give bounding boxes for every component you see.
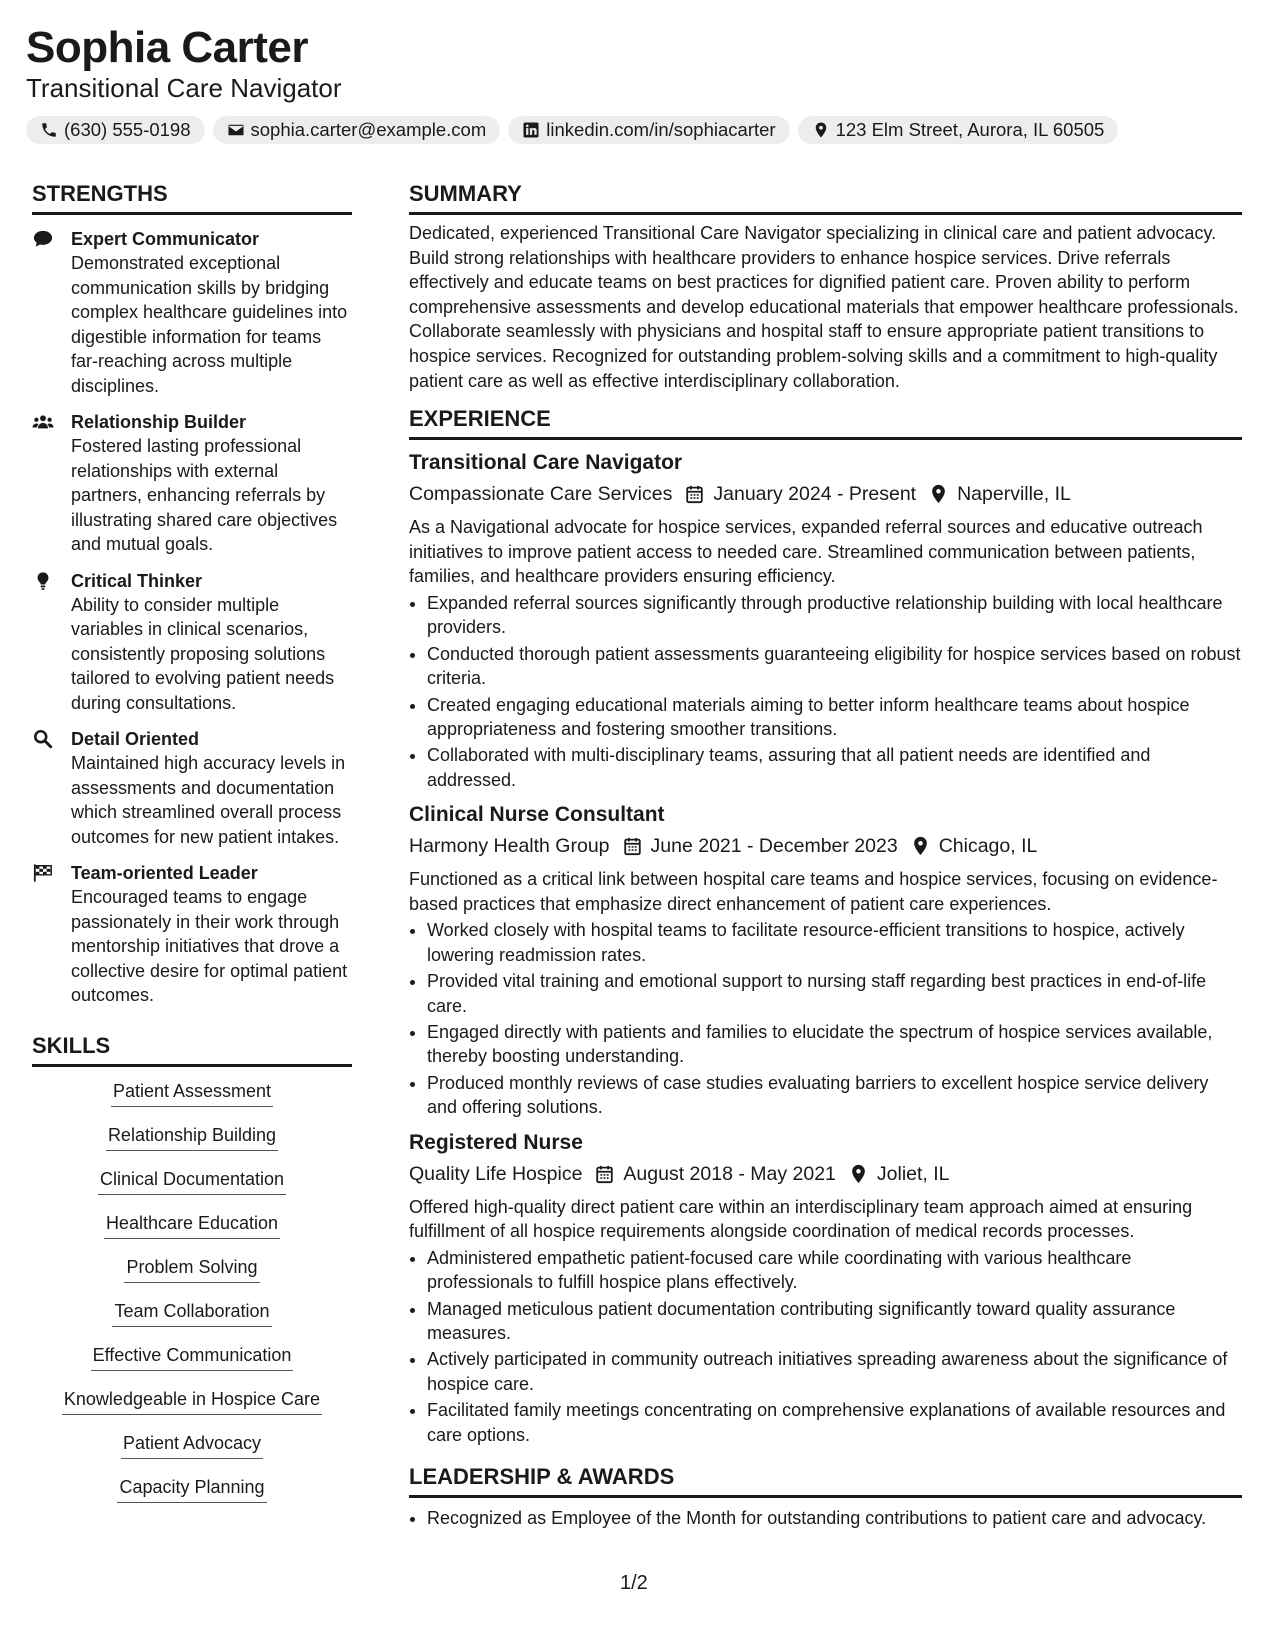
skill-tag: Clinical Documentation bbox=[98, 1167, 286, 1195]
strength-item bbox=[32, 727, 352, 849]
strength-name: Relationship Builder bbox=[71, 412, 247, 432]
strength-desc: Demonstrated exceptional communication skills by bridging complex healthcare guidelines into digestible information for teams far-reaching across multiple disciplines. bbox=[71, 253, 348, 396]
contact-linkedin[interactable] bbox=[508, 116, 789, 144]
job-company: Quality Life Hospice bbox=[409, 1162, 583, 1185]
job-bullet: • Produced monthly reviews of case studies evaluating barriers to excellent hospice service delivery and offering solutions. bbox=[427, 1071, 1242, 1120]
job-dates: August 2018 - May 2021 bbox=[623, 1162, 836, 1185]
linkedin-icon bbox=[522, 121, 540, 139]
lightbulb-icon bbox=[32, 571, 54, 591]
skill-tag: Problem Solving bbox=[124, 1255, 259, 1283]
job-bullet: • Facilitated family meetings concentrating on comprehensive explanations of available resources and care options. bbox=[427, 1398, 1242, 1447]
job-bullet: • Managed meticulous patient documentation contributing significantly toward quality assurance measures. bbox=[427, 1297, 1242, 1346]
job-bullets bbox=[409, 1246, 1242, 1447]
job-entry bbox=[409, 1128, 1242, 1447]
map-pin-icon bbox=[911, 836, 930, 856]
job-location: Joliet, IL bbox=[876, 1162, 950, 1185]
calendar-icon bbox=[623, 836, 642, 856]
skills-list bbox=[32, 1079, 352, 1519]
left-column bbox=[32, 180, 352, 1519]
skills-section bbox=[32, 1032, 352, 1519]
awards-bullets bbox=[409, 1506, 1242, 1530]
award-bullet: • Recognized as Employee of the Month for outstanding contributions to patient care and advocacy. bbox=[427, 1506, 1242, 1530]
job-bullet: • Actively participated in community outreach initiatives spreading awareness about the significance of hospice care. bbox=[427, 1347, 1242, 1396]
job-bullet: • Provided vital training and emotional support to nursing staff regarding best practices in end-of-life care. bbox=[427, 969, 1242, 1018]
skill-tag: Capacity Planning bbox=[117, 1475, 266, 1503]
skill-tag: Team Collaboration bbox=[112, 1299, 271, 1327]
job-bullets bbox=[409, 918, 1242, 1119]
strength-desc: Encouraged teams to engage passionately in their work through mentorship initiatives that drove a collective desire for optimal patient outcomes. bbox=[71, 887, 348, 1005]
job-bullet: • Created engaging educational materials aiming to better inform healthcare teams about hospice appropriateness and fostering smoother transitions. bbox=[427, 693, 1242, 742]
strength-item bbox=[32, 861, 352, 1008]
summary-section bbox=[409, 180, 1242, 393]
job-bullet: • Engaged directly with patients and families to elucidate the spectrum of hospice services available, thereby boosting understanding. bbox=[427, 1020, 1242, 1069]
job-bullets bbox=[409, 591, 1242, 792]
strength-item bbox=[32, 569, 352, 716]
map-pin-icon bbox=[812, 121, 830, 139]
job-meta bbox=[409, 1159, 1242, 1189]
skill-tag: Patient Assessment bbox=[111, 1079, 273, 1107]
page-number: 1/2 bbox=[620, 1572, 648, 1594]
contact-address[interactable] bbox=[798, 116, 1119, 144]
job-description: Offered high-quality direct patient care within an interdisciplinary team approach aimed at ensuring fulfillment of all hospice requirements alongside coordination of medical records processes. bbox=[409, 1196, 1193, 1242]
job-company: Harmony Health Group bbox=[409, 835, 610, 858]
job-title: Clinical Nurse Consultant bbox=[409, 803, 665, 827]
skill-tag: Effective Communication bbox=[91, 1343, 294, 1371]
strength-item bbox=[32, 410, 352, 557]
strength-desc: Ability to consider multiple variables in clinical scenarios, consistently proposing solutions tailored to evolving patient needs during consultations. bbox=[71, 594, 335, 713]
map-pin-icon bbox=[929, 484, 948, 504]
strengths-heading: STRENGTHS bbox=[32, 180, 352, 215]
job-description: Functioned as a critical link between hospital care teams and hospice services, focusing on evidence-based practices that emphasize direct enhancement of patient care experiences. bbox=[409, 869, 1218, 914]
speech-bubble-icon bbox=[32, 229, 54, 249]
candidate-title: Transitional Care Navigator bbox=[26, 73, 342, 103]
strength-desc: Fostered lasting professional relationships with external partners, enhancing referrals by illustrating shared care objectives and mutual goals. bbox=[71, 436, 338, 554]
job-title: Registered Nurse bbox=[409, 1130, 583, 1154]
strength-desc: Maintained high accuracy levels in assessments and documentation which streamlined overall process outcomes for new patient intakes. bbox=[71, 753, 346, 847]
skill-tag: Relationship Building bbox=[106, 1123, 278, 1151]
job-location: Naperville, IL bbox=[957, 483, 1071, 506]
experience-section bbox=[409, 405, 1242, 1447]
summary-heading: SUMMARY bbox=[409, 180, 1242, 215]
checkered-flag-icon bbox=[32, 863, 54, 883]
envelope-icon bbox=[227, 121, 245, 139]
job-meta bbox=[409, 479, 1242, 509]
job-company: Compassionate Care Services bbox=[409, 483, 673, 506]
job-bullet: • Conducted thorough patient assessments guaranteeing eligibility for hospice services based on robust criteria. bbox=[427, 642, 1242, 691]
candidate-name: Sophia Carter bbox=[26, 23, 309, 72]
contact-bar bbox=[26, 116, 1246, 144]
strengths-section bbox=[32, 180, 352, 1008]
phone-text: (630) 555-0198 bbox=[64, 119, 191, 140]
job-description: As a Navigational advocate for hospice services, expanded referral sources and educative outreach initiatives to improve patient access to needed care. Streamlined communication between patients, families, and healthcare providers ensuring efficiency. bbox=[409, 517, 1203, 587]
job-bullet: • Worked closely with hospital teams to facilitate resource-efficient transitions to hospice, actively lowering readmission rates. bbox=[427, 918, 1242, 967]
strength-name: Detail Oriented bbox=[71, 729, 200, 749]
contact-phone[interactable] bbox=[26, 116, 205, 144]
job-bullet: • Collaborated with multi-disciplinary teams, assuring that all patient needs are identified and addressed. bbox=[427, 743, 1242, 792]
resume-header bbox=[26, 22, 1246, 144]
strength-name: Expert Communicator bbox=[71, 229, 260, 249]
linkedin-text: linkedin.com/in/sophiacarter bbox=[546, 119, 776, 140]
calendar-icon bbox=[595, 1164, 614, 1184]
contact-email[interactable] bbox=[213, 116, 501, 144]
strength-item bbox=[32, 227, 352, 398]
skills-heading: SKILLS bbox=[32, 1032, 352, 1067]
summary-text: Dedicated, experienced Transitional Care Navigator specializing in clinical care and patient advocacy. Build strong relationships with healthcare providers to enhance hospice services. Drive referrals effectively and educate teams on best practices for dignified patient care. Proven ability to perform comprehensive assessments and develop educational materials that empower healthcare professionals. Collaborate seamlessly with physicians and hospital staff to ensure appropriate patient transitions to hospice services. Recognized for outstanding problem-solving skills and a commitment to high-quality patient care as well as effective interdisciplinary collaboration. bbox=[409, 223, 1239, 391]
job-dates: June 2021 - December 2023 bbox=[650, 835, 898, 858]
job-title: Transitional Care Navigator bbox=[409, 451, 683, 475]
strength-name: Critical Thinker bbox=[71, 570, 203, 591]
skill-tag: Healthcare Education bbox=[104, 1211, 280, 1239]
skill-tag: Knowledgeable in Hospice Care bbox=[62, 1387, 322, 1415]
awards-heading: LEADERSHIP & AWARDS bbox=[409, 1463, 1242, 1498]
job-location: Chicago, IL bbox=[938, 835, 1038, 858]
job-entry bbox=[409, 800, 1242, 1119]
calendar-icon bbox=[685, 484, 704, 504]
magnifier-icon bbox=[32, 729, 54, 749]
awards-section bbox=[409, 1463, 1242, 1530]
job-bullet: • Administered empathetic patient-focused care while coordinating with various healthcare professionals to fulfill hospice plans effectively. bbox=[427, 1246, 1242, 1295]
strength-name: Team-oriented Leader bbox=[71, 863, 258, 883]
job-dates: January 2024 - Present bbox=[713, 483, 917, 506]
map-pin-icon bbox=[849, 1164, 868, 1184]
email-text: sophia.carter@example.com bbox=[250, 119, 487, 140]
skill-tag: Patient Advocacy bbox=[121, 1431, 263, 1459]
address-text: 123 Elm Street, Aurora, IL 60505 bbox=[835, 119, 1105, 140]
right-column bbox=[409, 180, 1242, 1532]
job-entry bbox=[409, 448, 1242, 792]
experience-heading: EXPERIENCE bbox=[409, 405, 1242, 440]
job-bullet: • Expanded referral sources significantly through productive relationship building with local healthcare providers. bbox=[427, 591, 1242, 640]
phone-icon bbox=[40, 121, 58, 139]
job-meta bbox=[409, 831, 1242, 861]
people-group-icon bbox=[32, 412, 54, 432]
